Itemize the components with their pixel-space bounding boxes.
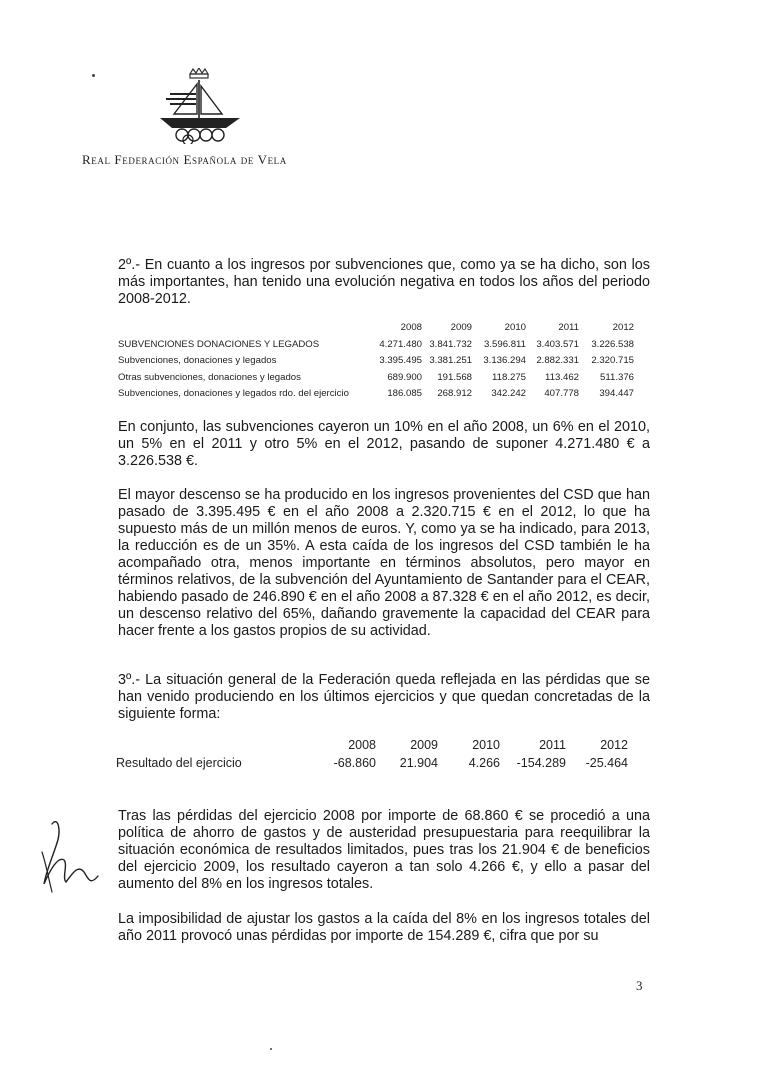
- cell-value: 3.395.495: [379, 355, 422, 366]
- cell-value: 342.242: [491, 388, 526, 399]
- year-header: 2011: [539, 738, 566, 752]
- year-header: 2009: [410, 738, 438, 752]
- cell-value: 3.841.732: [429, 339, 472, 350]
- row-label: Subvenciones, donaciones y legados rdo. del ejercicio: [118, 388, 349, 399]
- handwritten-signature: [32, 812, 104, 898]
- cell-value: 3.226.538: [591, 339, 634, 350]
- paragraph-imposibilidad: La imposibilidad de ajustar los gastos a la caída del 8% en los ingresos totales del año 2011 provocó unas pérdidas por importe de 154.289 €, cifra que por su: [118, 911, 650, 944]
- federation-logo: [156, 68, 242, 144]
- cell-value: 21.904: [399, 756, 438, 770]
- signature-icon: [32, 812, 104, 898]
- year-header: 2011: [558, 322, 579, 333]
- cell-value: 4.271.480: [379, 339, 422, 350]
- cell-value: 2.882.331: [536, 355, 579, 366]
- scan-speck: [270, 1048, 272, 1050]
- row-label: Otras subvenciones, donaciones y legados: [118, 372, 301, 383]
- sailboat-crown-rings-icon: [156, 68, 242, 144]
- paragraph-subvenciones-conjunto: En conjunto, las subvenciones cayeron un 10% en el año 2008, un 6% en el 2010, un 5% en el 2011 y otro 5% en el 2012, pasando de suponer 4.271.480 € a 3.226.538 €.: [118, 419, 650, 469]
- year-header: 2012: [600, 738, 628, 752]
- cell-value: 511.376: [600, 372, 634, 383]
- paragraph-perdidas-2008: Tras las pérdidas del ejercicio 2008 por importe de 68.860 € se procedió a una política de ahorro de gastos y de austeridad presupuestaria para reequilibrar la situación económica de resultados limitados, pues tras los 21.904 € de beneficios del ejercicio 2009, los resultado cayeron a tan solo 4.266 €, y ello a pasar del aumento del 8% en los ingresos totales.: [118, 808, 650, 892]
- paragraph-situacion-general: 3º.- La situación general de la Federación queda reflejada en las pérdidas que se han venido produciendo en los últimos ejercicios y que quedan concretadas de la siguiente forma:: [118, 672, 650, 722]
- cell-value: 118.275: [492, 372, 526, 383]
- row-label: Subvenciones, donaciones y legados: [118, 355, 277, 366]
- paragraph-subvenciones-intro: 2º.- En cuanto a los ingresos por subvenciones que, como ya se ha dicho, son los más importantes, han tenido una evolución negativa en todos los años del periodo 2008-2012.: [118, 257, 650, 307]
- cell-value: -154.289: [516, 756, 566, 770]
- cell-value: 3.381.251: [429, 355, 472, 366]
- cell-value: 2.320.715: [591, 355, 634, 366]
- year-header: 2009: [450, 322, 472, 333]
- cell-value: 394.447: [599, 388, 634, 399]
- cell-value: 268.912: [437, 388, 472, 399]
- row-label: SUBVENCIONES DONACIONES Y LEGADOS: [118, 339, 320, 350]
- scan-speck: [92, 74, 95, 77]
- cell-value: 113.462: [545, 372, 579, 383]
- cell-value: 3.596.811: [484, 339, 526, 350]
- cell-value: 186.085: [387, 388, 422, 399]
- cell-value: 191.568: [437, 372, 472, 383]
- cell-value: 3.136.294: [483, 355, 526, 366]
- row-label: Resultado del ejercicio: [116, 756, 242, 770]
- cell-value: 689.900: [387, 372, 422, 383]
- year-header: 2008: [348, 738, 376, 752]
- cell-value: 4.266: [468, 756, 500, 770]
- cell-value: -68.860: [333, 756, 376, 770]
- year-header: 2010: [472, 738, 500, 752]
- cell-value: 3.403.571: [536, 339, 579, 350]
- year-header: 2012: [612, 322, 634, 333]
- year-header: 2008: [400, 322, 422, 333]
- cell-value: 407.778: [544, 388, 579, 399]
- cell-value: -25.464: [585, 756, 628, 770]
- page-number: 3: [636, 978, 643, 993]
- organization-name: Real Federación Española de Vela: [82, 152, 287, 167]
- paragraph-descenso-csd: El mayor descenso se ha producido en los ingresos provenientes del CSD que han pasado de 3.395.495 € en el año 2008 a 2.320.715 € en el 2012, lo que ha supuesto más de un millón menos de euros. Y, como ya se ha indicado, para 2013, la reducción es de un 35%. A esta caída de los ingresos del CSD también le ha acompañado otra, menos importante en términos absolutos, pero mayor en términos relativos, de la subvención del Ayuntamiento de Santander para el CEAR, habiendo pasado de 246.890 € en el año 2008 a 87.328 € en el año 2012, es decir, un descenso relativo del 65%, dañando gravemente la capacidad del CEAR para hacer frente a los gastos propios de su actividad.: [118, 487, 650, 639]
- year-header: 2010: [504, 322, 526, 333]
